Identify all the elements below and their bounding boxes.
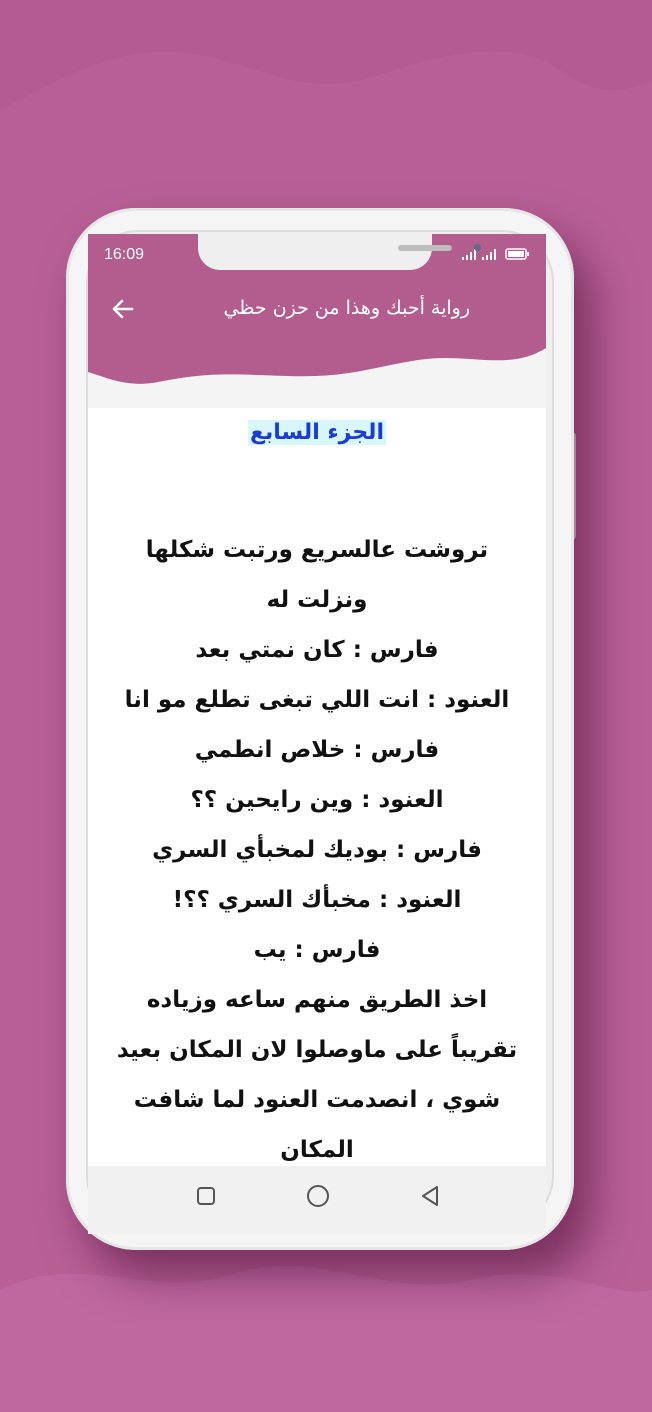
front-camera bbox=[474, 244, 481, 251]
story-line: فارس : يب bbox=[253, 937, 381, 963]
status-time: 16:09 bbox=[104, 246, 145, 263]
header-wave bbox=[88, 342, 546, 408]
status-icons bbox=[462, 246, 532, 266]
system-nav-bar bbox=[88, 1166, 546, 1234]
arrow-left-icon[interactable] bbox=[108, 294, 138, 324]
circle-home-icon[interactable] bbox=[304, 1182, 332, 1210]
toolbar bbox=[88, 284, 546, 334]
speaker-grille bbox=[398, 245, 452, 251]
story-line: العنود : وين رايحين ؟؟ bbox=[190, 787, 444, 813]
phone-screen bbox=[88, 234, 546, 1234]
story-line: فارس : بوديك لمخبأي السري bbox=[152, 837, 482, 863]
story-line: اخذ الطريق منهم ساعه وزياده تقريباً على ماوصلوا لان المكان بعيد شوي ، انصدمت العنود لما شافت المكان bbox=[116, 987, 518, 1163]
triangle-back-icon[interactable] bbox=[416, 1182, 444, 1210]
battery-icon bbox=[506, 249, 529, 259]
story-line: العنود : انت اللي تبغى تطلع مو انا bbox=[124, 687, 510, 713]
chapter-title: الجزء السابع bbox=[250, 420, 384, 445]
story-content[interactable] bbox=[88, 406, 546, 1166]
story-text bbox=[110, 525, 524, 1225]
story-line: فارس : كان نمتي بعد bbox=[195, 637, 439, 663]
app-header bbox=[88, 234, 546, 344]
phone-notch bbox=[198, 234, 432, 270]
story-line: العنود : مخبأك السري ؟؟! bbox=[172, 887, 462, 913]
signal-icon bbox=[482, 249, 496, 260]
story-line: تروشت عالسريع ورتبت شكلها ونزلت له bbox=[145, 537, 489, 613]
signal-icon bbox=[462, 249, 476, 260]
square-recents-icon[interactable] bbox=[192, 1182, 220, 1210]
page-title: رواية أحبك وهذا من حزن حظي bbox=[223, 297, 470, 319]
story-line: فارس : خلاص انطمي bbox=[194, 737, 440, 763]
